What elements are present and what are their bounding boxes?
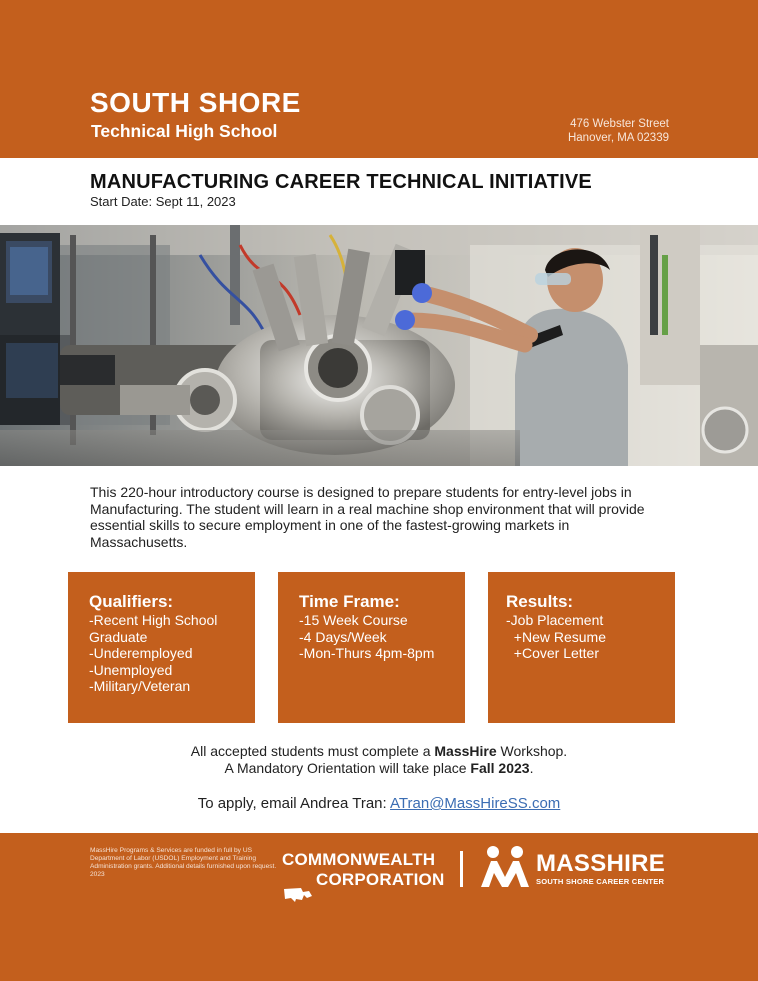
course-description: This 220-hour introductory course is designed to prepare students for entry-level jobs in Manufacturing. The student will learn in a real machine shop environment that will provide essential skills to secure employment in one of the fastest-growing markets in Massachusetts. [90,484,645,550]
list-item: -Underemployed [89,645,193,661]
program-title: MANUFACTURING CAREER TECHNICAL INITIATIVE [90,171,592,193]
time-frame-box [278,572,465,723]
list-item: +Cover Letter [506,645,599,661]
qualifiers-box [68,572,255,723]
lab-photo [0,225,758,466]
list-item: Graduate [89,628,148,645]
list-item: +New Resume [506,628,606,645]
notice-text: Workshop. [496,743,568,759]
orientation-date: Fall 2023 [470,760,530,776]
list-item: -Unemployed [89,661,173,678]
logo-divider [460,851,463,887]
address-line-2: Hanover, MA 02339 [567,132,669,144]
qualifiers-list [89,612,255,695]
results-list [506,612,675,662]
list-item: -4 Days/Week [299,628,387,645]
school-address [568,117,669,145]
requirements-notice [0,743,758,777]
school-subtitle: Technical High School [91,121,278,141]
time-frame-title: Time Frame: [299,592,400,611]
start-date: Start Date: Sept 11, 2023 [90,194,236,209]
masshire-subtitle: SOUTH SHORE CAREER CENTER [536,877,665,886]
notice-text: . [529,760,534,776]
list-item: -15 Week Course [299,612,408,628]
list-item: -Job Placement [506,612,604,628]
results-box [488,572,675,723]
list-item: -Military/Veteran [89,678,191,694]
address-line-1: 476 Webster Street [570,118,669,130]
school-name: SOUTH SHORE [90,87,301,118]
commonwealth-text: COMMONWEALTH [282,850,436,869]
notice-line-2 [0,760,758,777]
notice-text: All accepted students must complete a [190,743,435,759]
footer-banner [0,833,758,981]
notice-text: A Mandatory Orientation will take place [224,760,471,776]
student-at-vacuum-chamber-image [0,225,758,466]
header-banner [0,0,758,158]
masshire-people-icon [479,845,531,889]
masshire-emphasis: MassHire [434,743,497,759]
list-item: -Recent High School [89,612,218,628]
masshire-name: MASSHIRE [536,850,666,877]
apply-line [0,795,758,812]
notice-line-1 [0,743,758,760]
time-frame-list [299,612,465,662]
contact-email-link[interactable]: ATran@MassHireSS.com [390,795,561,812]
corporation-text: CORPORATION [316,870,445,889]
list-item: -Mon-Thurs 4pm-8pm [299,645,435,661]
qualifiers-title: Qualifiers: [89,592,174,611]
funding-disclaimer: MassHire Programs & Services are funded in full by US Department of Labor (USDOL) Employment and Training Administration grants. Additional details furnished upon request. 2023 [90,847,277,878]
results-title: Results: [506,592,574,611]
apply-text: To apply, email Andrea Tran: [197,795,391,812]
commonwealth-corporation-logo [282,850,444,890]
